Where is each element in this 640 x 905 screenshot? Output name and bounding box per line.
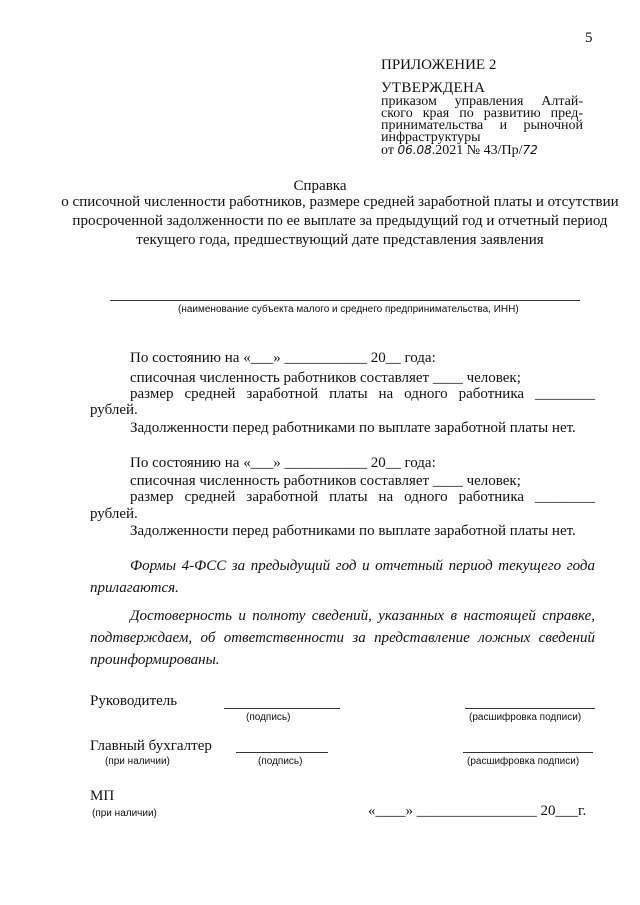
date-prefix: от [381,143,394,158]
approved-title: УТВЕРЖДЕНА [381,80,486,96]
approved-line: ского края по развитию пред- [381,106,583,121]
document-heading: о списочной численности работников, размере средней заработной платы и отсутствии просроченной задолженности по ее выплате за предыдущий год и отчетный период текущего года, предшествующий дате представления заявления [61,194,619,248]
confirm-note [90,605,595,671]
salary-unit-1: рублей. [90,402,138,418]
approved-text [381,96,583,157]
headcount-line-2: списочная численность работников составляет ____ человек; [130,473,521,489]
confirm-note-line: подтверждаем, об ответственности за представление ложных сведений [90,630,595,646]
approved-line: инфраструктуры [381,130,481,145]
salary-line-1: размер средней заработной платы на одного работника ________ [130,386,595,402]
accountant-signature-caption: (подпись) [258,756,303,767]
accountant-if-any: (при наличии) [105,756,170,767]
head-signature-caption: (подпись) [246,712,291,723]
confirm-note-line: Достоверность и полноту сведений, указанных в настоящей справке, [130,608,595,624]
forms-note-line: Формы 4-ФСС за предыдущий год и отчетный период текущего года [130,558,595,574]
subject-name-line [110,300,580,301]
approved-line: принимательства и рыночной [381,118,583,133]
forms-note-line: прилагаются. [90,580,179,596]
forms-note [90,555,595,599]
subject-caption: (наименование субъекта малого и среднего предпринимательства, ИНН) [178,304,519,315]
page-number: 5 [585,30,593,46]
stamp-if-any: (при наличии) [92,808,157,819]
accountant-signature-line [236,752,328,753]
debt-line-1: Задолженности перед работниками по выплате заработной платы нет. [130,420,576,436]
date-day-handwritten: 06.08 [397,143,432,157]
accountant-decoding-caption: (расшифровка подписи) [467,756,580,767]
salary-unit-2: рублей. [90,506,138,522]
document-title: Справка [293,178,347,194]
as-of-line-1: По состоянию на «___» ___________ 20__ года: [130,350,436,366]
stamp-label: МП [90,788,115,804]
accountant-decoding-line [463,752,593,753]
debt-line-2: Задолженности перед работниками по выплате заработной платы нет. [130,523,576,539]
head-decoding-line [465,708,595,709]
headcount-line-1: списочная численность работников составляет ____ человек; [130,370,521,386]
as-of-line-2: По состоянию на «___» ___________ 20__ года: [130,455,436,471]
appendix-label: ПРИЛОЖЕНИЕ 2 [381,57,497,73]
date-line: «____» ________________ 20___г. [368,803,587,819]
approved-date [381,144,583,157]
date-rest: .2021 № 43/Пр/ [431,143,523,158]
head-label: Руководитель [90,693,178,709]
head-decoding-caption: (расшифровка подписи) [469,712,582,723]
head-signature-line [224,708,340,709]
approved-line: приказом управления Алтай- [381,94,583,109]
date-number-handwritten: 72 [522,143,538,157]
confirm-note-line: проинформированы. [90,652,220,668]
salary-line-2: размер средней заработной платы на одного работника ________ [130,489,595,505]
accountant-label: Главный бухгалтер [90,738,212,754]
